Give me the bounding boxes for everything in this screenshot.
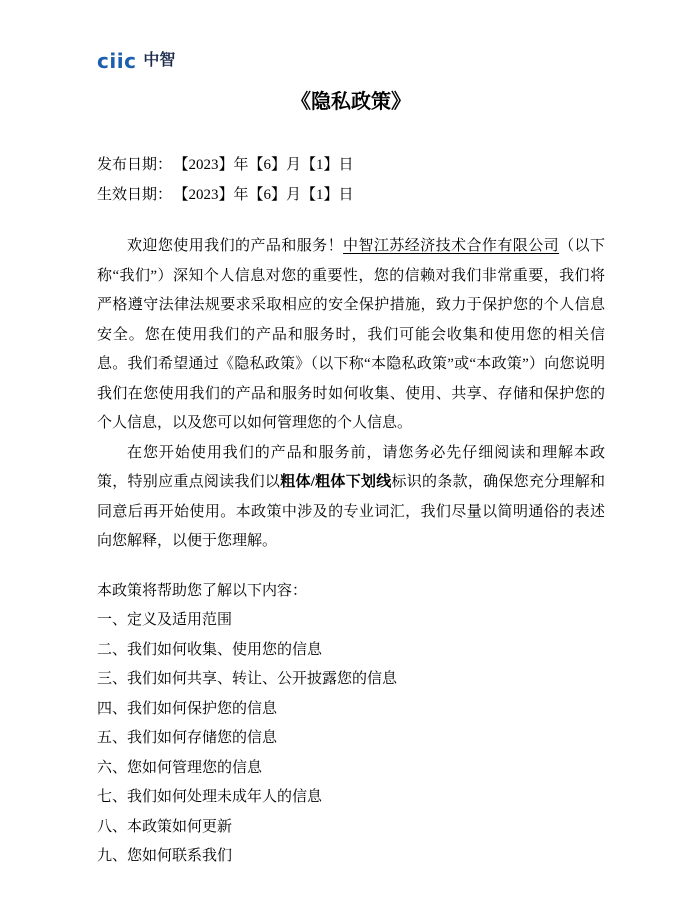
toc-item-9: 九、您如何联系我们 bbox=[97, 848, 233, 864]
effective-date-line bbox=[97, 180, 605, 210]
toc-item-5: 五、我们如何存储您的信息 bbox=[97, 730, 278, 746]
ciic-logo-cn-text: 中智 bbox=[143, 52, 176, 69]
toc-list bbox=[97, 606, 605, 872]
publish-date-line bbox=[97, 150, 605, 180]
toc-item-8: 八、本政策如何更新 bbox=[97, 818, 233, 835]
toc-item-2: 二、我们如何收集、使用您的信息 bbox=[97, 641, 323, 658]
effective-date-label: 生效日期： bbox=[97, 187, 173, 203]
company-name: 中智江苏经济技术合作有限公司 bbox=[343, 238, 560, 254]
toc-item-1: 一、定义及适用范围 bbox=[97, 612, 233, 628]
notice-paragraph bbox=[97, 439, 605, 557]
publish-date-value: 【2023】年【6】月【1】日 bbox=[181, 157, 354, 173]
intro-paragraph bbox=[97, 232, 605, 439]
toc-item-4: 四、我们如何保护您的信息 bbox=[97, 700, 278, 717]
toc-item-6: 六、您如何管理您的信息 bbox=[97, 759, 263, 776]
ciic-logo-wordmark: ciic bbox=[97, 49, 137, 73]
intro-text-after: （以下称“我们”）深知个人信息对您的重要性，您的信赖对我们非常重要，我们将严格遵守法律法规要求采取相应的安全保护措施，致力于保护您的个人信息安全。您在使用我们的产品和服务时，我们可能会收集和使用您的相关信息。我们希望通过《隐私政策》（以下称“本隐私政策”或“本政策”）向您说明我们在您使用我们的产品和服务时如何收集、使用、共享、存储和保护您的个人信息，以及您可以如何管理您的个人信息。 bbox=[97, 238, 605, 431]
notice-text-before: 在您开始使用我们的产品和服务前，请您务必先仔细阅读和理解本政策，特别应重点阅读我们以 bbox=[97, 444, 605, 490]
bold-underline-term: 粗体/粗体下划线 bbox=[280, 474, 392, 490]
toc-item-3: 三、我们如何共享、转让、公开披露您的信息 bbox=[97, 671, 398, 687]
toc-item-7: 七、我们如何处理未成年人的信息 bbox=[97, 789, 323, 805]
toc-heading: 本政策将帮助您了解以下内容： bbox=[97, 582, 308, 599]
ciic-logo bbox=[97, 48, 605, 74]
date-block bbox=[97, 150, 605, 210]
publish-date-label: 发布日期： bbox=[97, 157, 173, 173]
intro-text-before: 欢迎您使用我们的产品和服务！ bbox=[127, 238, 344, 254]
effective-date-value: 【2023】年【6】月【1】日 bbox=[181, 187, 354, 203]
notice-text-after: 标识的条款，确保您充分理解和同意后再开始使用。本政策中涉及的专业词汇，我们尽量以简明通俗的表述向您解释，以便于您理解。 bbox=[97, 474, 605, 549]
page-title: 《隐私政策》 bbox=[291, 91, 411, 113]
